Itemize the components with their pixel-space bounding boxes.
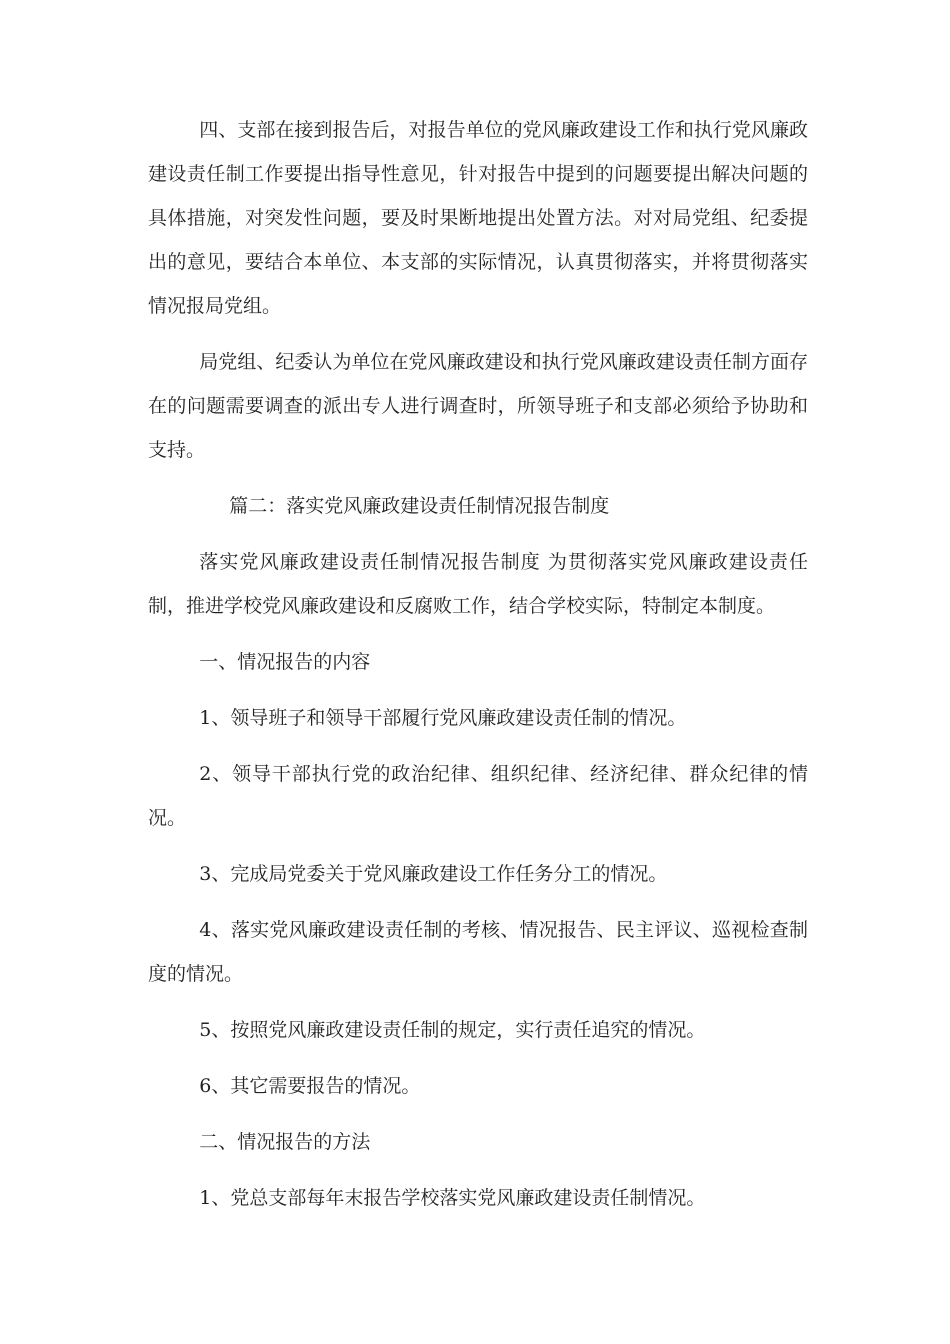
section-one-heading: 一、情况报告的内容 bbox=[199, 651, 371, 673]
list-item-2: 2、领导干部执行党的政治纪律、组织纪律、经济纪律、群众纪律的情况。 bbox=[148, 763, 808, 829]
paragraph-investigation: 局党组、纪委认为单位在党风廉政建设和执行党风廉政建设责任制方面存在的问题需要调查的派出专人进行调查时，所领导班子和支部必须给予协助和支持。 bbox=[148, 351, 808, 461]
list-item-5: 5、按照党风廉政建设责任制的规定，实行责任追究的情况。 bbox=[199, 1019, 706, 1041]
list-item-3: 3、完成局党委关于党风廉政建设工作任务分工的情况。 bbox=[199, 863, 668, 885]
list-item-1: 1、领导班子和领导干部履行党风廉政建设责任制的情况。 bbox=[199, 707, 687, 729]
paragraph-section-four: 四、支部在接到报告后，对报告单位的党风廉政建设工作和执行党风廉政建设责任制工作要提出指导性意见，针对报告中提到的问题要提出解决问题的具体措施，对突发性问题，要及时果断地提出处置方法。对对局党组、纪委提出的意见，要结合本单位、本支部的实际情况，认真贯彻落实，并将贯彻落实情况报局党组。 bbox=[148, 119, 808, 317]
document-body bbox=[148, 108, 808, 1232]
paragraph-intro: 落实党风廉政建设责任制情况报告制度 为贯彻落实党风廉政建设责任制，推进学校党风廉政建设和反腐败工作，结合学校实际，特制定本制度。 bbox=[148, 551, 808, 617]
chapter-two-title: 篇二：落实党风廉政建设责任制情况报告制度 bbox=[229, 495, 610, 517]
section-two-heading: 二、情况报告的方法 bbox=[199, 1131, 371, 1153]
list-item-4: 4、落实党风廉政建设责任制的考核、情况报告、民主评议、巡视检查制度的情况。 bbox=[148, 919, 808, 985]
method-item-1: 1、党总支部每年末报告学校落实党风廉政建设责任制情况。 bbox=[199, 1187, 706, 1209]
list-item-6: 6、其它需要报告的情况。 bbox=[199, 1075, 421, 1097]
